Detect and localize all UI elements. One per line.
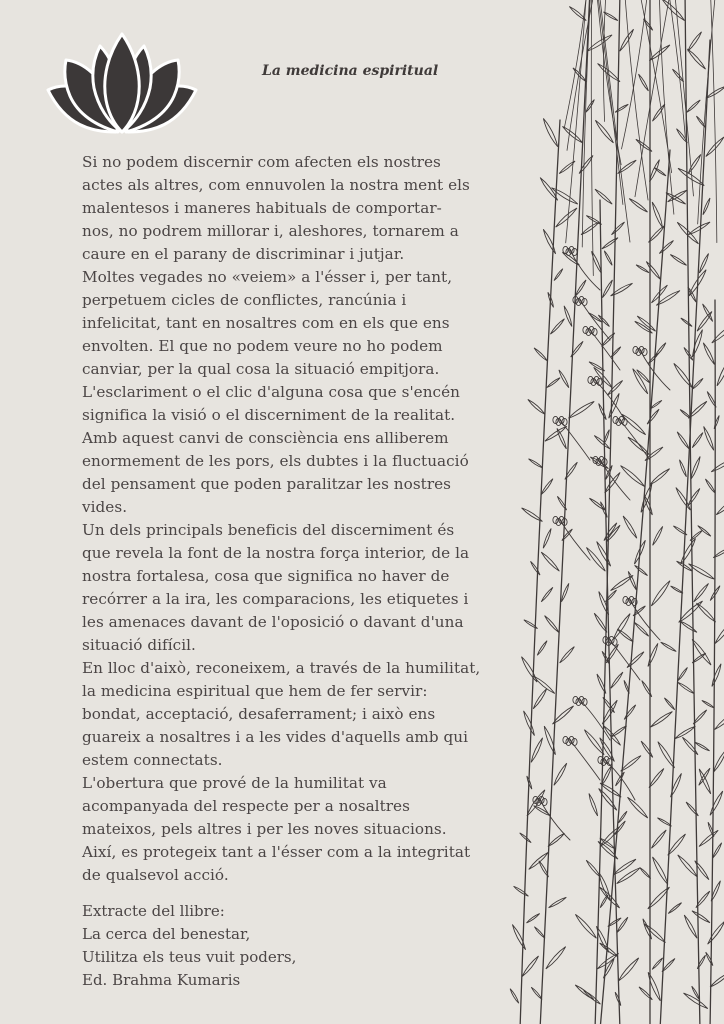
- body-line: les amenaces davant de l'oposició o davant d'una: [82, 613, 464, 631]
- credit-line: Utilitza els teus vuit poders,: [82, 948, 297, 966]
- body-line: la medicina espiritual que hem de fer servir:: [82, 682, 428, 700]
- body-line: vides.: [82, 498, 128, 516]
- body-line: situació difícil.: [82, 636, 196, 654]
- body-line: L'obertura que prové de la humilitat va: [82, 774, 387, 792]
- body-line: del pensament que poden paralitzar les nostres: [82, 475, 452, 493]
- credit-line: Extracte del llibre:: [82, 902, 225, 920]
- body-line: enormement de les pors, els dubtes i la fluctuació: [82, 452, 469, 470]
- body-line: Un dels principals beneficis del discerniment és: [82, 521, 455, 539]
- body-line: acompanyada del respecte per a nosaltres: [82, 797, 410, 815]
- body-line: canviar, per la qual cosa la situació empitjora.: [82, 360, 440, 378]
- credit-line: La cerca del benestar,: [82, 925, 251, 943]
- body-line: de qualsevol acció.: [82, 866, 229, 884]
- body-line: perpetuem cicles de conflictes, rancúnia i: [82, 291, 407, 309]
- body-line: malentesos i maneres habituals de comportar-: [82, 199, 442, 217]
- body-line: estem connectats.: [82, 751, 223, 769]
- body-line: Moltes vegades no «veiem» a l'ésser i, per tant,: [82, 268, 453, 286]
- body-line: mateixos, pels altres i per les noves situacions.: [82, 820, 447, 838]
- page-title: La medicina espiritual: [262, 63, 439, 79]
- body-line: significa la visió o el discerniment de la realitat.: [82, 406, 456, 424]
- body-line: recórrer a la ira, les comparacions, les etiquetes i: [82, 590, 469, 608]
- credit-line: Ed. Brahma Kumaris: [82, 971, 241, 989]
- body-line: bondat, acceptació, desaferrament; i això ens: [82, 705, 436, 723]
- body-text: [82, 151, 512, 887]
- body-line: actes als altres, com ennuvolen la nostra ment els: [82, 176, 470, 194]
- body-line: que revela la font de la nostra força interior, de la: [82, 544, 470, 562]
- body-line: nostra fortalesa, cosa que significa no haver de: [82, 567, 450, 585]
- body-line: infelicitat, tant en nosaltres com en els que ens: [82, 314, 450, 332]
- body-line: nos, no podrem millorar i, aleshores, tornarem a: [82, 222, 459, 240]
- body-line: envolten. El que no podem veure no ho podem: [82, 337, 443, 355]
- book-credit: [82, 900, 296, 992]
- lotus-icon: [44, 30, 200, 134]
- wild-herbs-illustration: [500, 0, 724, 1024]
- body-line: Amb aquest canvi de consciència ens alliberem: [82, 429, 449, 447]
- body-line: Si no podem discernir com afecten els nostres: [82, 153, 441, 171]
- body-line: L'esclariment o el clic d'alguna cosa que s'encén: [82, 383, 460, 401]
- body-line: guareix a nosaltres i a les vides d'aquells amb qui: [82, 728, 469, 746]
- body-line: caure en el parany de discriminar i jutjar.: [82, 245, 405, 263]
- body-line: En lloc d'això, reconeixem, a través de la humilitat,: [82, 659, 481, 677]
- body-line: Així, es protegeix tant a l'ésser com a la integritat: [82, 843, 471, 861]
